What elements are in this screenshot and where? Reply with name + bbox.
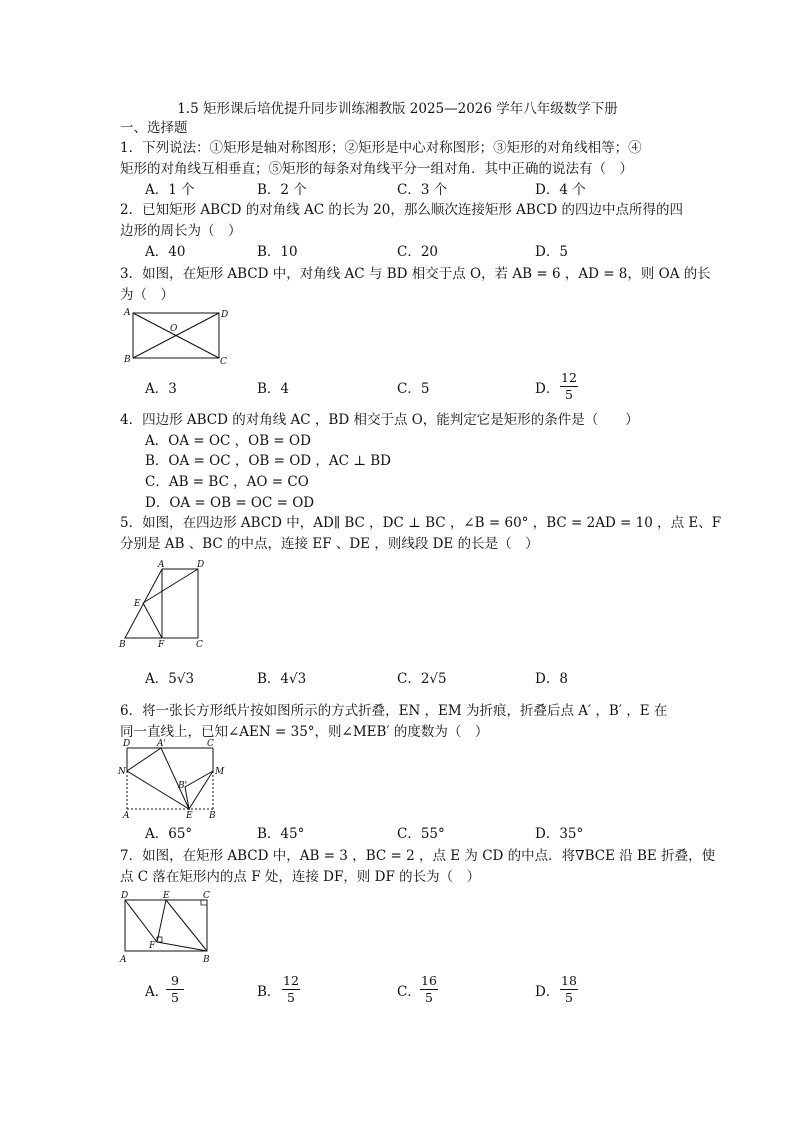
q2-option-d: D．5	[535, 244, 568, 260]
q5-label-a: A	[158, 560, 165, 570]
q6-label-b: B	[209, 811, 216, 821]
fraction-denominator: 5	[565, 990, 573, 1005]
q1-line2: 矩形的对角线互相垂直；⑤矩形的每条对角线平分一组对角．其中正确的说法有（ ）	[120, 161, 633, 177]
q2-line1: 2．已知矩形 ABCD 的对角线 AC 的长为 20，那么顺次连接矩形 ABCD 的四边中点所得的四	[120, 202, 684, 218]
q6-option-a: A．65°	[145, 826, 193, 842]
q2-option-b: B．10	[257, 244, 298, 260]
fraction-denominator: 5	[171, 990, 179, 1005]
q3-option-d: D．	[535, 381, 560, 397]
q2-line2: 边形的周长为（ ）	[120, 223, 242, 239]
q4-option-c: C．AB = BC ，AO = CO	[145, 474, 309, 490]
q4-option-b: B．OA = OC ，OB = OD ，AC ⊥ BD	[145, 453, 391, 469]
fraction-numerator: 9	[171, 973, 179, 988]
q7-option-c: C．	[397, 984, 421, 1000]
q7-label-e: E	[163, 891, 170, 901]
q7-option-a: A．	[145, 984, 169, 1000]
fraction-numerator: 12	[561, 370, 577, 385]
q1-option-a: A．1 个	[145, 182, 195, 198]
q6-line2: 同一直线上，已知∠AEN = 35°，则∠MEB′ 的度数为（ ）	[120, 724, 489, 740]
q3-label-o: O	[170, 324, 178, 334]
q6-label-a: A	[123, 811, 130, 821]
q3-option-d-fraction	[560, 371, 578, 402]
q7-option-b-fraction	[282, 974, 300, 1005]
q3-rectangle-figure	[120, 306, 235, 366]
q6-label-d: D	[123, 739, 131, 749]
q1-option-d: D．4 个	[535, 182, 586, 198]
q5-option-c: C．2√5	[397, 671, 447, 687]
document-title: 1.5 矩形课后培优提升同步训练湘教版 2025—2026 学年八年级数学下册	[177, 101, 618, 117]
q7-option-a-fraction	[166, 974, 184, 1005]
q7-line1: 7．如图，在矩形 ABCD 中，AB = 3 ，BC = 2 ，点 E 为 CD 的中点．将∇BCE 沿 BE 折叠，使	[120, 848, 716, 864]
q5-label-f: F	[158, 640, 165, 650]
q6-label-c: C	[207, 739, 214, 749]
q1-option-c: C．3 个	[397, 182, 448, 198]
q5-label-d: D	[197, 560, 205, 570]
q7-label-b: B	[203, 955, 210, 965]
q6-option-c: C．55°	[397, 826, 445, 842]
section-heading: 一、选择题	[120, 120, 188, 136]
q7-label-f: F	[149, 941, 156, 951]
q5-label-c: C	[196, 640, 203, 650]
q7-option-d: D．	[535, 984, 560, 1000]
q3-option-c: C．5	[397, 381, 430, 397]
fraction-numerator: 16	[421, 973, 437, 988]
q7-option-d-fraction	[560, 974, 578, 1005]
q5-quadrilateral-figure	[117, 560, 217, 652]
fraction-denominator: 5	[565, 387, 573, 402]
q3-label-b: B	[124, 355, 131, 365]
q7-option-c-fraction	[420, 974, 438, 1005]
q7-label-d: D	[121, 891, 129, 901]
q6-folding-figure	[117, 739, 227, 822]
q7-option-b: B．	[257, 984, 281, 1000]
q6-option-b: B．45°	[257, 826, 305, 842]
fraction-denominator: 5	[425, 990, 433, 1005]
q5-option-a: A．5√3	[145, 671, 195, 687]
fraction-numerator: 12	[283, 973, 299, 988]
q6-line1: 6．将一张长方形纸片按如图所示的方式折叠，EN ，EM 为折痕，折叠后点 A′ ，B′ ，E 在	[120, 703, 668, 719]
q5-label-b: B	[119, 640, 126, 650]
q7-label-a: A	[120, 955, 127, 965]
q2-option-a: A．40	[145, 244, 186, 260]
q3-option-a: A．3	[145, 381, 177, 397]
q7-label-c: C	[203, 891, 210, 901]
q5-option-b: B．4√3	[257, 671, 307, 687]
q3-line1: 3．如图，在矩形 ABCD 中，对角线 AC 与 BD 相交于点 O，若 AB = 6 ，AD = 8，则 OA 的长	[120, 266, 711, 282]
q3-label-d: D	[221, 310, 229, 320]
fraction-numerator: 18	[561, 973, 577, 988]
q3-label-c: C	[220, 357, 227, 367]
q4-option-d: D．OA = OB = OC = OD	[145, 495, 315, 511]
q7-rectangle-fold-figure	[117, 890, 217, 966]
q2-option-c: C．20	[397, 244, 439, 260]
q6-label-n: N	[118, 767, 126, 777]
q4-option-a: A．OA = OC ，OB = OD	[145, 433, 311, 449]
q6-label-a-prime: A'	[157, 739, 166, 749]
q7-line2: 点 C 落在矩形内的点 F 处，连接 DF，则 DF 的长为（ ）	[120, 869, 481, 885]
q6-label-m: M	[215, 767, 225, 777]
q6-label-b-prime: B'	[178, 781, 188, 791]
q3-line2: 为（ ）	[120, 287, 174, 303]
q6-option-d: D．35°	[535, 826, 584, 842]
q1-line1: 1．下列说法：①矩形是轴对称图形；②矩形是中心对称图形；③矩形的对角线相等；④	[120, 140, 642, 156]
q6-label-e: E	[186, 811, 193, 821]
q4-line1: 4．四边形 ABCD 的对角线 AC ，BD 相交于点 O，能判定它是矩形的条件是（ ）	[120, 412, 639, 428]
q5-line1: 5．如图，在四边形 ABCD 中，AD∥ BC ，DC ⊥ BC ，∠B = 60° ，BC = 2AD = 10 ，点 E、F	[120, 515, 722, 531]
q1-option-b: B．2 个	[257, 182, 307, 198]
q5-line2: 分别是 AB 、BC 的中点，连接 EF 、DE ，则线段 DE 的长是（ ）	[120, 536, 539, 552]
q5-option-d: D．8	[535, 671, 568, 687]
q3-label-a: A	[124, 308, 131, 318]
q3-option-b: B．4	[257, 381, 290, 397]
fraction-denominator: 5	[287, 990, 295, 1005]
q5-label-e: E	[134, 599, 141, 609]
